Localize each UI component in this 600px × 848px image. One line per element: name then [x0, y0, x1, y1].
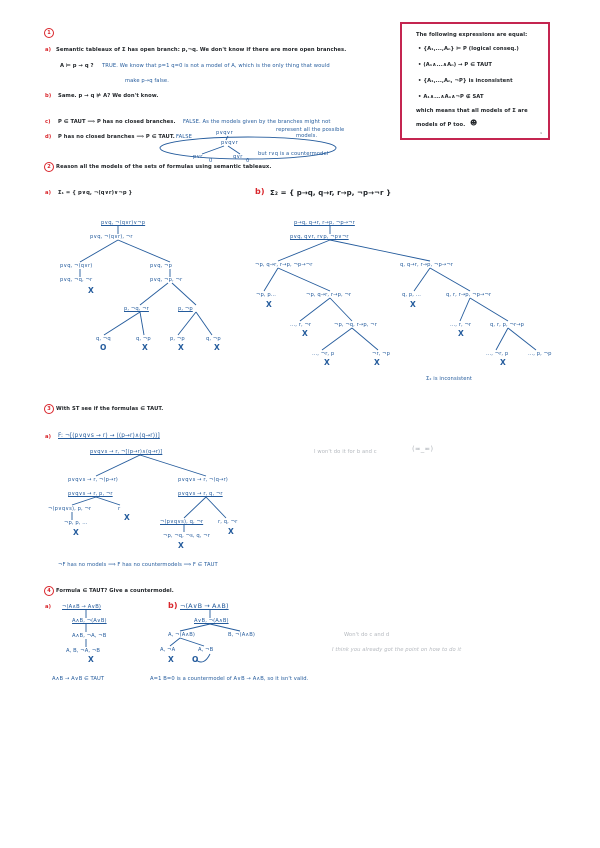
page-number: 1: [540, 131, 543, 135]
s4a-node: ¬(A∧B → A∨B): [62, 604, 102, 610]
s2a-node: p, ¬p: [178, 306, 193, 312]
closed-mark: X: [324, 358, 330, 367]
s2a-node: q, ¬p: [136, 336, 151, 342]
s4-aside: I think you already got the point on how to do it: [332, 647, 462, 653]
s2-b-set: Σ₂ = { p→q, q→r, r→p, ¬p→¬r }: [270, 189, 392, 197]
s3-node: p∨q∨s → r, p, ¬r: [68, 491, 113, 497]
box-item: • A₁∧...∧Aₙ∧¬P ∉ SAT: [418, 94, 484, 100]
face-doodle: (≖_≖): [412, 445, 434, 453]
s1-c-note: represent all the possible: [276, 127, 345, 133]
s2b-node: q, q→r, r→p, ¬p→¬r: [400, 262, 453, 268]
box-item: • {A₁,...,Aₙ} ⊨ P (logical conseq.): [418, 46, 519, 52]
s2b-node: ¬p, ¬q, r→p, ¬r: [334, 322, 377, 328]
closed-mark: X: [410, 300, 416, 309]
s2a-node: q, ¬p: [206, 336, 221, 342]
s3-node: ¬p, p, ...: [64, 520, 88, 526]
s3-node: ¬(p∨q∨s), q, ¬r: [160, 519, 204, 525]
box-foot: models of P too.: [416, 122, 466, 128]
s1-a-formula: A ⊨ p → q ?: [60, 63, 94, 69]
s2b-node: q, p, ...: [402, 292, 422, 298]
s2b-node: ¬p, q→r, r→p, ¬p→¬r: [255, 262, 313, 268]
s1-d-label: d): [45, 134, 52, 140]
s4-b-label: b): [168, 601, 178, 610]
box-item: • (A₁∧...∧Aₙ) → P ∈ TAUT: [418, 62, 493, 68]
s1-tree-node: q∨r: [233, 154, 243, 160]
box-foot: which means that all models of Σ are: [416, 108, 528, 114]
s1-c-text: P ∈ TAUT ⟹ P has no closed branches.: [58, 119, 176, 125]
s1-tree-node: p∨q∨r: [221, 140, 238, 146]
s3-node: p∨q∨s → r, q, ¬r: [178, 491, 223, 497]
s2b-node: ..., r, ¬r: [290, 322, 312, 328]
s1-tree-node: p∨q∨r: [216, 130, 233, 136]
closed-mark: X: [374, 358, 380, 367]
s2b-node: ..., ¬r, p: [486, 351, 509, 357]
open-mark: O: [100, 343, 107, 352]
section-2-number: 2: [44, 162, 54, 172]
closed-mark: X: [124, 513, 130, 522]
s4b-node: A, ¬B: [198, 647, 214, 653]
s2b-node: ..., r, ¬r: [450, 322, 472, 328]
s1-a-text: Semantic tableaux of Σ has open branch: p,¬q. We don't know if there are more open branches.: [56, 47, 347, 53]
s2b-node: q, r, r→p, ¬p→¬r: [446, 292, 492, 298]
s3-a-label: a): [45, 434, 52, 440]
smiley-icon: ☻: [470, 119, 478, 127]
closed-mark: X: [458, 329, 464, 338]
s2a-node: p∨q, ¬(q∨r), ¬r: [90, 234, 133, 240]
closed-mark: X: [214, 343, 220, 352]
s2b-node: p→q, q→r, r→p, ¬p→¬r: [294, 220, 355, 226]
closed-mark: X: [266, 300, 272, 309]
s1-c-note: models.: [296, 133, 318, 139]
s2a-node: q, ¬q: [96, 336, 111, 342]
s2b-node: p∨q, q∨r, r∨p, ¬p∨¬r: [290, 234, 349, 240]
section-3-number: 3: [44, 404, 54, 414]
s1-a-answer: TRUE. We know that p=1 q=0 is not a model of A, which is the only thing that would: [102, 63, 330, 69]
s2b-node: q, r, p, ¬r→p: [490, 322, 525, 328]
s1-tree-node: p∨r: [193, 154, 203, 160]
s1-d-answer: FALSE: [176, 134, 193, 140]
closed-mark: X: [73, 528, 79, 537]
s1-b-label: b): [45, 93, 52, 99]
s3-aside: I won't do it for b and c: [314, 449, 377, 455]
s2-b-label: b): [255, 187, 265, 196]
s2a-node: p, ¬p: [170, 336, 185, 342]
s4-a-label: a): [45, 604, 52, 610]
section-1-number: 1: [44, 28, 54, 38]
s2b-node: ¬p, p...: [256, 292, 276, 298]
s4b-conclusion: A=1 B=0 is a countermodel of A∨B → A∧B, so it isn't valid.: [150, 676, 309, 682]
s3-heading: With ST see if the formulas ∈ TAUT.: [56, 406, 164, 412]
section-4-number: 4: [44, 586, 54, 596]
box-item: • {A₁,...,Aₙ, ¬P} is inconsistent: [418, 78, 513, 84]
s1-b-text: Same. p → q ⊭ A? We don't know.: [58, 93, 159, 99]
s2-heading: Reason all the models of the sets of formulas using semantic tableaux.: [56, 164, 272, 170]
s2a-node: p, ¬q, ¬r: [124, 306, 149, 312]
s3-node: p∨q∨s → r, ¬(q→r): [178, 477, 228, 483]
s3-node: ¬(p∨q∨s), p, ¬r: [48, 506, 92, 512]
s2b-node: ¬r, ¬p: [372, 351, 391, 357]
s2a-node: p∨q, ¬(q∨r)∨¬p: [101, 220, 146, 226]
s4a-node: A∧B, ¬A, ¬B: [72, 633, 107, 639]
closed-mark: X: [228, 527, 234, 536]
s2b-node: ¬p, q→r, r→p, ¬r: [306, 292, 352, 298]
s1-d-text: P has no closed branches ⟹ P ∈ TAUT.: [58, 134, 175, 140]
s2b-conclusion: Σ₂ is inconsistent: [426, 376, 473, 382]
s2b-node: ..., p, ¬p: [528, 351, 552, 357]
s1-tree-zero: 0: [246, 158, 250, 164]
closed-mark: X: [302, 329, 308, 338]
s1-c-label: c): [45, 119, 51, 125]
s4b-node: B, ¬(A∧B): [228, 632, 256, 638]
s3-a-formula: F: ¬[(p∨q∨s → r) → ((p→r)∧(q→r))]: [58, 433, 160, 439]
s3-node: p∨q∨s → r, ¬[(p→r)∧(q→r)]: [90, 449, 163, 455]
s2-a-set: Σ₁ = { p∨q, ¬(q∨r)∨¬p }: [58, 190, 133, 196]
s2a-node: p∨q, ¬p, ¬r: [150, 277, 183, 283]
closed-mark: X: [88, 655, 94, 664]
s2a-node: p∨q, ¬(q∨r): [60, 263, 93, 269]
s2b-node: ..., ¬r, p: [312, 351, 335, 357]
closed-mark: X: [142, 343, 148, 352]
s4-aside: Won't do c and d: [344, 632, 390, 638]
closed-mark: X: [88, 286, 94, 295]
closed-mark: X: [168, 655, 174, 664]
s4a-node: A, B, ¬A, ¬B: [66, 648, 101, 654]
s4b-node: ¬(A∨B → A∧B): [180, 602, 229, 610]
s4a-node: A∧B, ¬(A∨B): [72, 618, 107, 624]
closed-mark: X: [178, 541, 184, 550]
s2a-node: p∨q, ¬q, ¬r: [60, 277, 93, 283]
s3-node: r: [118, 506, 121, 512]
open-mark: O: [192, 655, 199, 664]
s3-conclusion: ¬F has no models ⟹ F has no countermodels ⟹ F ∈ TAUT: [58, 562, 218, 568]
s1-tree-zero: 0: [209, 158, 213, 164]
s3-node: r, q, ¬r: [218, 519, 238, 525]
s4b-node: A, ¬(A∧B): [168, 632, 196, 638]
s1-c-answer: FALSE. As the models given by the branches might not: [183, 119, 331, 125]
s4b-node: A, ¬A: [160, 647, 176, 653]
closed-mark: X: [178, 343, 184, 352]
s1-countermodel-note: but r∨q is a countermodel: [258, 151, 329, 157]
s3-node: p∨q∨s → r, ¬(p→r): [68, 477, 118, 483]
s4b-node: A∨B, ¬(A∧B): [194, 618, 229, 624]
s1-a-label: a): [45, 47, 52, 53]
s4-heading: Formula ∈ TAUT? Give a countermodel.: [56, 588, 174, 594]
s2-a-label: a): [45, 190, 52, 196]
s2a-node: p∨q, ¬p: [150, 263, 173, 269]
box-title: The following expressions are equal:: [416, 32, 528, 38]
s3-node: ¬p, ¬q, ¬s, q, ¬r: [163, 533, 210, 539]
closed-mark: X: [500, 358, 506, 367]
s4a-conclusion: A∧B → A∨B ∈ TAUT: [52, 676, 105, 682]
s1-a-answer-cont: make p→q false.: [125, 78, 169, 84]
